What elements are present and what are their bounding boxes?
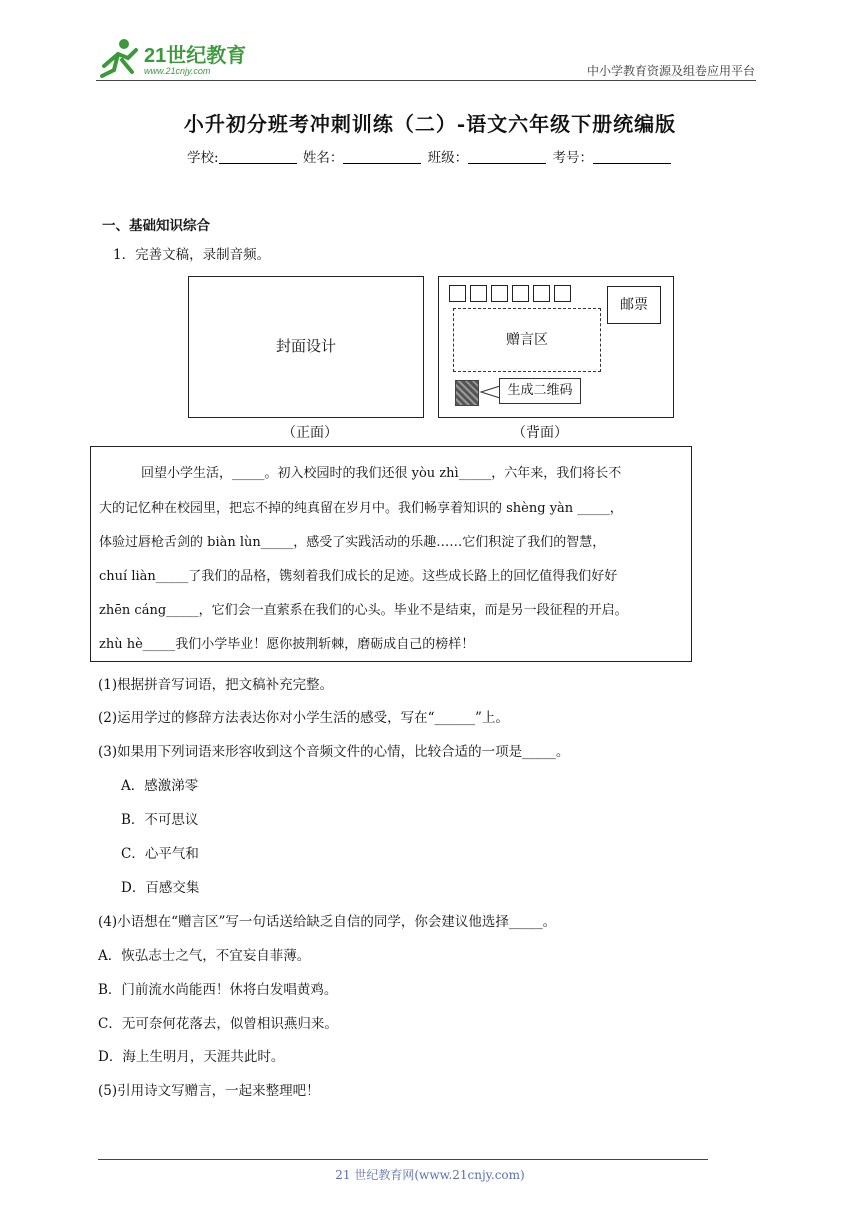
gift-message-zone: 赠言区 bbox=[453, 308, 601, 372]
passage-line: 体验过唇枪舌剑的 biàn lùn_____，感受了实践活动的乐趣……它们积淀了我们的智慧， bbox=[99, 535, 606, 550]
passage-line: 大的记忆种在校园里，把忘不掉的纯真留在岁月中。我们畅享着知识的 shèng yàn _____， bbox=[99, 501, 623, 516]
page-title: 小升初分班考冲刺训练（二）-语文六年级下册统编版 bbox=[183, 112, 677, 136]
zip-box bbox=[449, 285, 466, 302]
subquestion-5: (5)引用诗文写赠言，一起来整理吧！ bbox=[98, 1083, 320, 1099]
postcard-back bbox=[438, 276, 674, 418]
option-3a: A．感激涕零 bbox=[121, 778, 199, 794]
subquestion-3: (3)如果用下列词语来形容收到这个音频文件的心情，比较合适的一项是_____。 bbox=[98, 744, 570, 760]
front-caption: （正面） bbox=[282, 425, 338, 441]
zip-box bbox=[533, 285, 550, 302]
section-heading: 一、基础知识综合 bbox=[102, 218, 210, 234]
zip-box bbox=[470, 285, 487, 302]
name-blank bbox=[343, 149, 421, 164]
zip-box bbox=[554, 285, 571, 302]
postcard-front bbox=[188, 276, 424, 418]
option-4b: B．门前流水尚能西！休将白发唱黄鸡。 bbox=[98, 982, 338, 998]
header-platform-text: 中小学教育资源及组卷应用平台 bbox=[586, 64, 755, 78]
option-3d: D．百感交集 bbox=[121, 880, 200, 896]
logo-text: 21世纪教育 bbox=[144, 45, 247, 67]
header-divider bbox=[96, 80, 756, 81]
passage-line: chuí liàn_____了我们的品格，镌刻着我们成长的足迹。这些成长路上的回忆值得我们好好 bbox=[99, 569, 618, 584]
footer-divider bbox=[98, 1159, 708, 1160]
passage-box bbox=[90, 446, 692, 662]
subquestion-4: (4)小语想在“赠言区”写一句话送给缺乏自信的同学，你会建议他选择_____。 bbox=[98, 914, 557, 930]
callout-pointer-icon bbox=[479, 380, 501, 404]
option-4a: A．恢弘志士之气，不宜妄自菲薄。 bbox=[98, 948, 311, 964]
class-blank bbox=[468, 149, 546, 164]
site-logo bbox=[94, 36, 264, 80]
passage-line: 回望小学生活，_____。初入校园时的我们还很 yòu zhì_____，六年来，我们将长不 bbox=[141, 466, 622, 481]
subquestion-2: (2)运用学过的修辞方法表达你对小学生活的感受，写在“______”上。 bbox=[98, 710, 509, 726]
option-4d: D．海上生明月，天涯共此时。 bbox=[98, 1049, 285, 1065]
qr-code-icon bbox=[455, 380, 479, 406]
number-blank bbox=[593, 149, 671, 164]
cover-design-label: 封面设计 bbox=[275, 337, 336, 355]
zip-box bbox=[512, 285, 529, 302]
option-4c: C．无可奈何花落去，似曾相识燕归来。 bbox=[98, 1016, 338, 1032]
number-label: 考号： bbox=[552, 150, 593, 166]
back-caption: （背面） bbox=[512, 425, 568, 441]
footer-link[interactable]: 21 世纪教育网(www.21cnjy.com) bbox=[335, 1168, 525, 1182]
name-label: 姓名： bbox=[302, 150, 344, 166]
school-blank bbox=[219, 149, 297, 164]
subquestion-1: (1)根据拼音写词语，把文稿补充完整。 bbox=[98, 677, 334, 693]
generate-qr-label: 生成二维码 bbox=[499, 378, 581, 404]
student-info-line bbox=[0, 146, 860, 166]
passage-line: zhēn cáng_____，它们会一直萦系在我们的心头。毕业不是结束，而是另一段征程的开启。 bbox=[99, 603, 628, 618]
option-3b: B．不可思议 bbox=[121, 812, 199, 828]
question-1: 1．完善文稿，录制音频。 bbox=[113, 247, 271, 263]
class-label: 班级： bbox=[427, 150, 469, 166]
school-label: 学校: bbox=[187, 150, 219, 166]
logo-url: www.21cnjy.com bbox=[144, 66, 211, 76]
passage-line: zhù hè_____我们小学毕业！愿你披荆斩棘，磨砺成自己的榜样！ bbox=[99, 637, 475, 652]
stamp-box: 邮票 bbox=[607, 286, 661, 324]
option-3c: C．心平气和 bbox=[121, 846, 199, 862]
zip-box bbox=[491, 285, 508, 302]
runner-logo-icon bbox=[94, 36, 264, 80]
